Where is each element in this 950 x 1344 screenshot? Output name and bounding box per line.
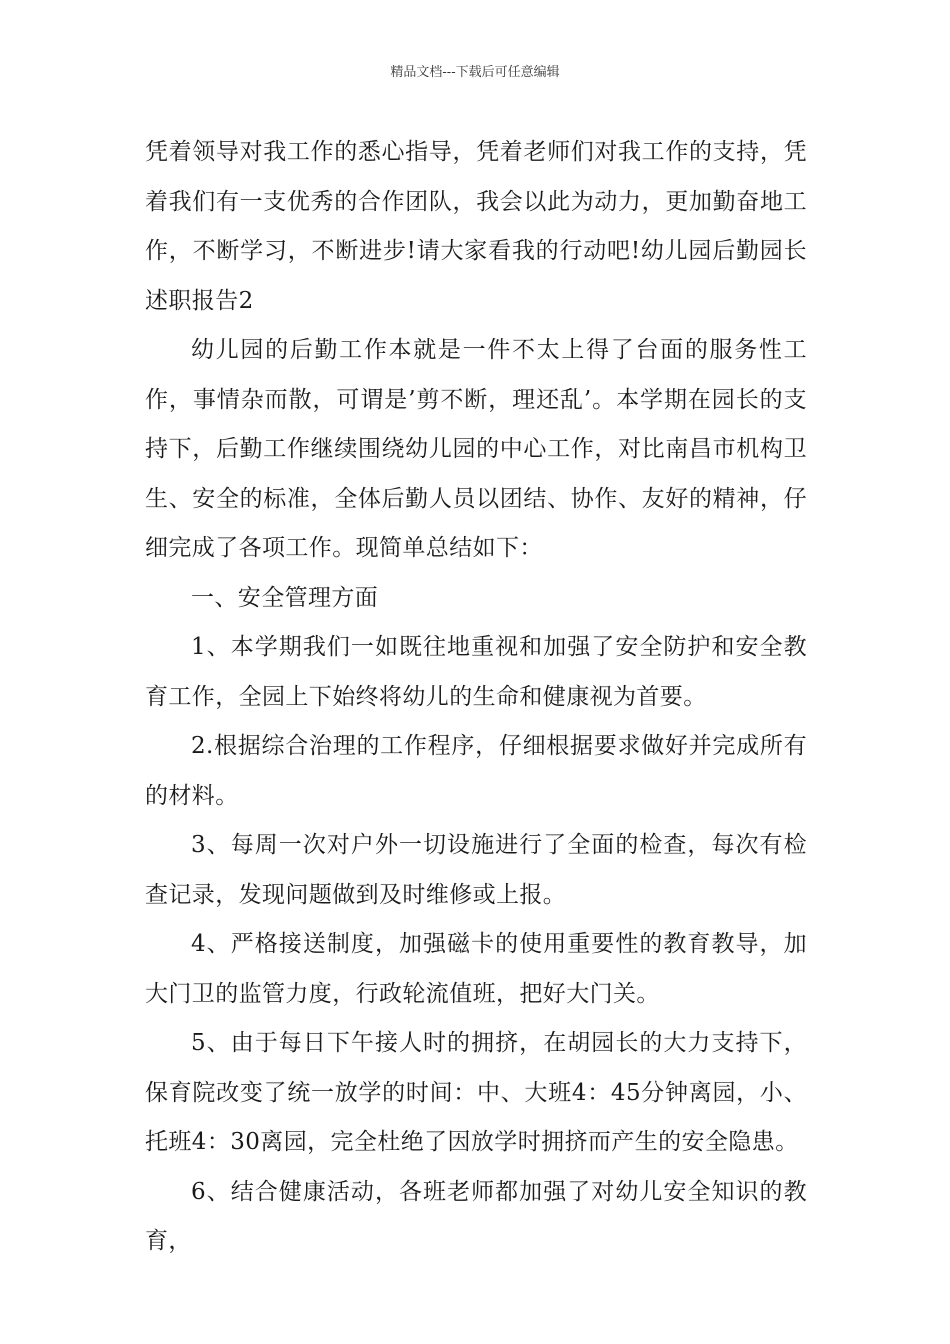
paragraph-continuation: 凭着领导对我工作的悉心指导，凭着老师们对我工作的支持，凭着我们有一支优秀的合作团队，我会以此为动力，更加勤奋地工作，不断学习，不断进步!请大家看我的行动吧!幼儿园后勤园长述职报告2	[145, 139, 807, 314]
list-item: 2.根据综合治理的工作程序，仔细根据要求做好并完成所有的材料。	[145, 733, 807, 809]
page-header: 精品文档---下载后可任意编辑	[390, 65, 560, 80]
list-item: 3、每周一次对户外一切设施进行了全面的检查，每次有检查记录，发现问题做到及时维修或上报。	[145, 832, 807, 908]
document-body	[145, 128, 807, 1267]
list-item: 5、由于每日下午接人时的拥挤，在胡园长的大力支持下，保育院改变了统一放学的时间：中、大班4：45分钟离园，小、托班4：30离园，完全杜绝了因放学时拥挤而产生的安全隐患。	[145, 1030, 807, 1155]
section-heading: 一、安全管理方面	[191, 584, 379, 611]
paragraph-intro: 幼儿园的后勤工作本就是一件不太上得了台面的服务性工作，事情杂而散，可谓是’剪不断，理还乱’。本学期在园长的支持下，后勤工作继续围绕幼儿园的中心工作，对比南昌市机构卫生、安全的标准，全体后勤人员以团结、协作、友好的精神，仔细完成了各项工作。现简单总结如下：	[145, 337, 807, 561]
list-item: 4、严格接送制度，加强磁卡的使用重要性的教育教导，加大门卫的监管力度，行政轮流值班，把好大门关。	[145, 931, 807, 1007]
list-item: 6、结合健康活动，各班老师都加强了对幼儿安全知识的教育，	[145, 1178, 807, 1254]
list-item: 1、本学期我们一如既往地重视和加强了安全防护和安全教育工作，全园上下始终将幼儿的生命和健康视为首要。	[145, 634, 807, 710]
